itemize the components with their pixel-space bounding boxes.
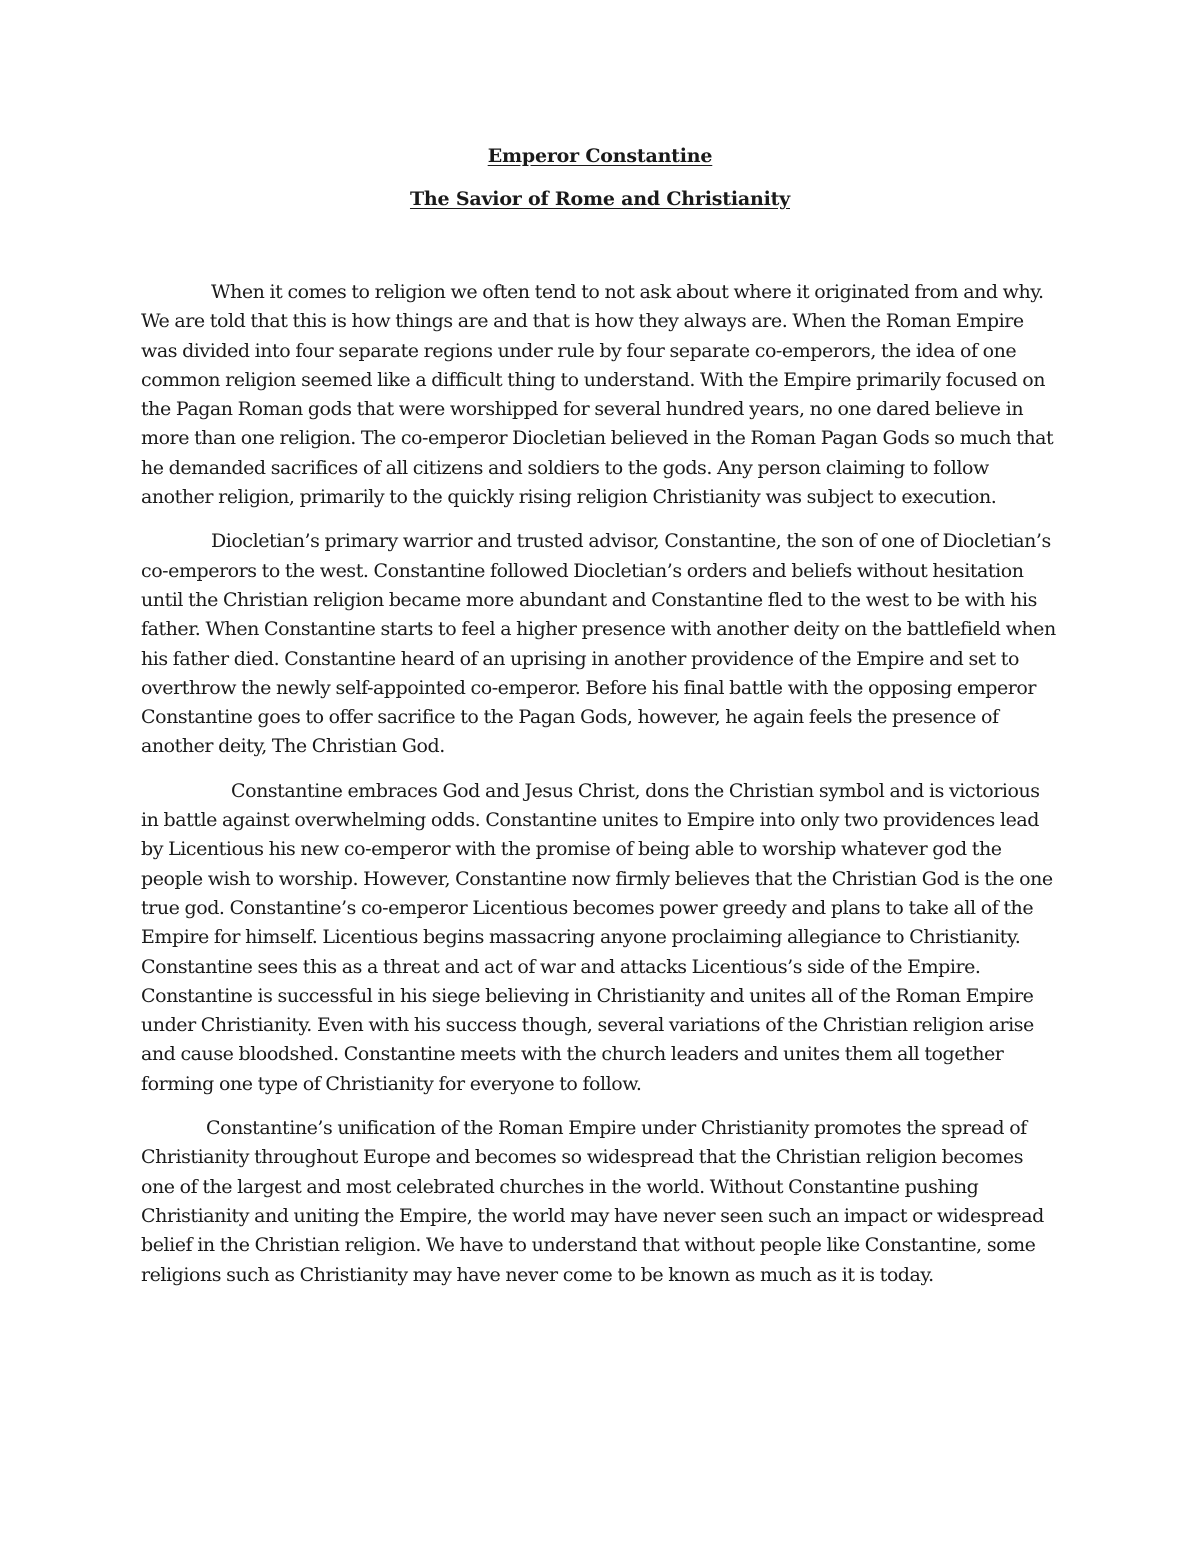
document-title: Emperor Constantine [487,145,713,167]
paragraph-2: Diocletian’s primary warrior and trusted advisor, Constantine, the son of one of Diocletian’s co-emperors to the west. Constantine followed Diocletian’s orders and beliefs without hesitation until the Christian religion became more abundant and Constantine fled to the west to be with his father. When Constantine starts to feel a higher presence with another deity on the battlefield when his father died. Constantine heard of an uprising in another providence of the Empire and set to overthrow the newly self-appointed co-emperor. Before his final battle with the opposing emperor Constantine goes to offer sacrifice to the Pagan Gods, however, he again feels the presence of another deity, The Christian God. [141,530,1056,758]
paragraph-3: Constantine embraces God and Jesus Christ, dons the Christian symbol and is victorious in battle against overwhelming odds. Constantine unites to Empire into only two providences lead by Licentious his new co-emperor with the promise of being able to worship whatever god the people wish to worship. However, Constantine now firmly believes that the Christian God is the one true god. Constantine’s co-emperor Licentious becomes power greedy and plans to take all of the Empire for himself. Licentious begins massacring anyone proclaiming allegiance to Christianity. Constantine sees this as a threat and act of war and attacks Licentious’s side of the Empire. Constantine is successful in his siege believing in Christianity and unites all of the Roman Empire under Christianity. Even with his success though, several variations of the Christian religion arise and cause bloodshed. Constantine meets with the church leaders and unites them all together forming one type of Christianity for everyone to follow. [141,779,1053,1095]
document-body [141,278,1061,1305]
paragraph-4: Constantine’s unification of the Roman Empire under Christianity promotes the spread of Christianity throughout Europe and becomes so widespread that the Christian religion becomes one of the largest and most celebrated churches in the world. Without Constantine pushing Christianity and uniting the Empire, the world may have never seen such an impact or widespread belief in the Christian religion. We have to understand that without people like Constantine, some religions such as Christianity may have never come to be known as much as it is today. [141,1117,1044,1286]
document-subtitle: The Savior of Rome and Christianity [409,188,790,210]
paragraph-1: When it comes to religion we often tend to not ask about where it originated from and why. We are told that this is how things are and that is how they always are. When the Roman Empire was divided into four separate regions under rule by four separate co-emperors, the idea of one common religion seemed like a difficult thing to understand. With the Empire primarily focused on the Pagan Roman gods that were worshipped for several hundred years, no one dared believe in more than one religion. The co-emperor Diocletian believed in the Roman Pagan Gods so much that he demanded sacrifices of all citizens and soldiers to the gods. Any person claiming to follow another religion, primarily to the quickly rising religion Christianity was subject to execution. [141,281,1054,509]
